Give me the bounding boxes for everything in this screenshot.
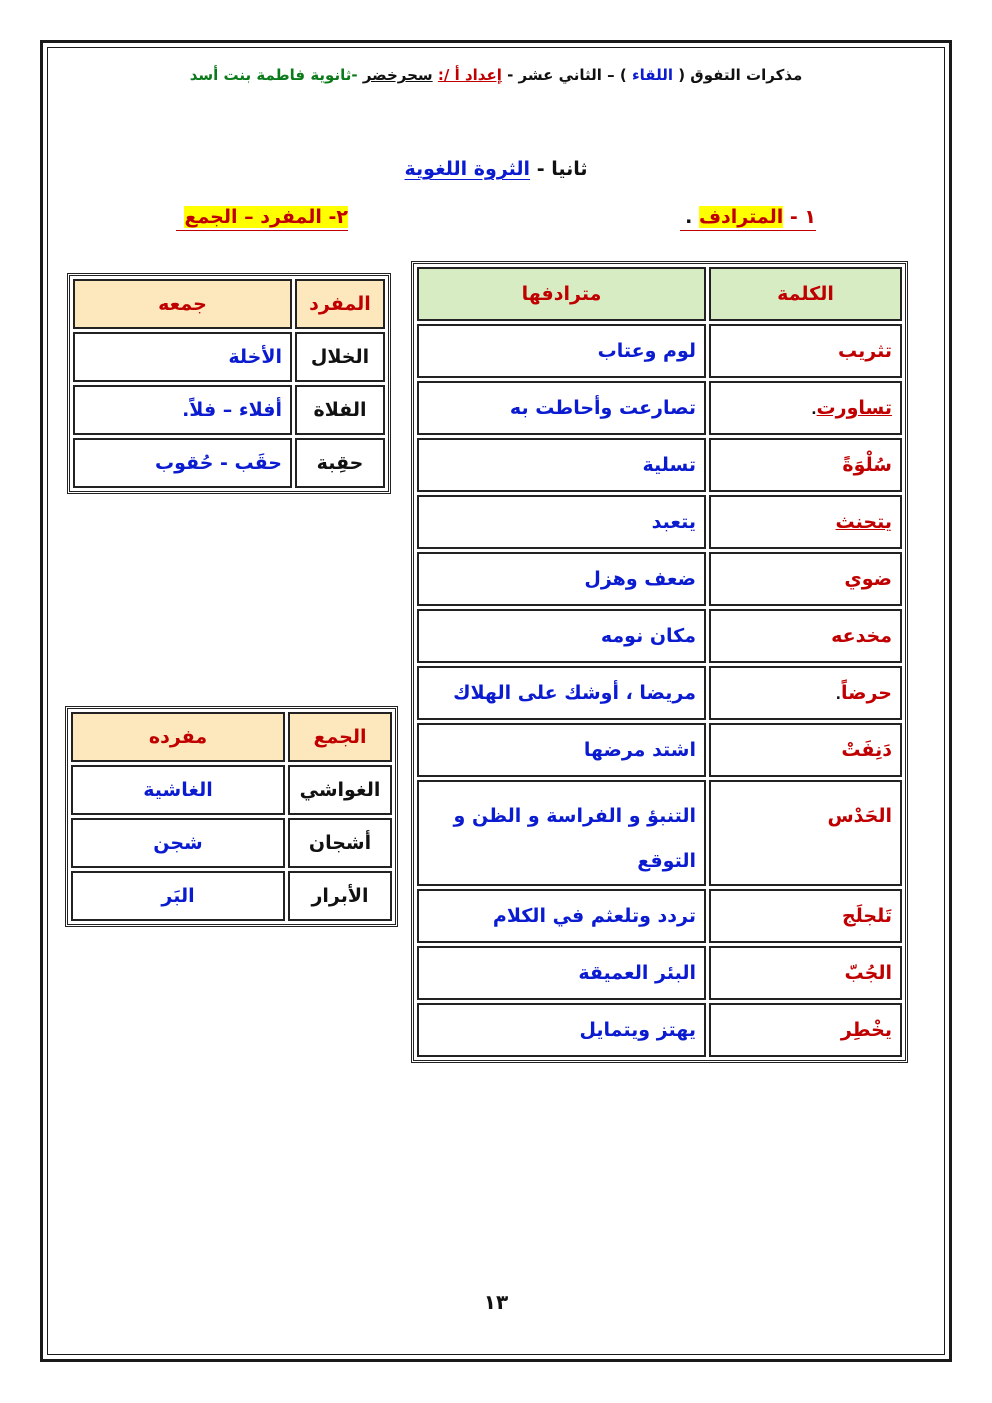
plural-cell: الأخلة xyxy=(73,332,292,382)
table-row xyxy=(417,381,902,435)
word-cell: الجُبّ xyxy=(709,946,902,1000)
header-part-1: مذكرات التفوق ( xyxy=(678,66,803,84)
plural-cell: الأبرار xyxy=(288,871,392,921)
subtitle-singular-plural-label: ٢- المفرد – الجمع xyxy=(184,206,348,228)
subtitle-singular-plural xyxy=(176,206,348,231)
page-number: ١٣ xyxy=(483,1290,509,1314)
word-cell xyxy=(709,666,902,720)
table-row xyxy=(417,324,902,378)
word-cell: دَنِفَتْ xyxy=(709,723,902,777)
word-text: يتحنث xyxy=(835,511,892,533)
word-cell xyxy=(709,495,902,549)
plural-cell: حقَب - حُقوب xyxy=(73,438,292,488)
table-row xyxy=(417,609,902,663)
singular-cell: الخلال xyxy=(295,332,385,382)
subtitle-synonyms-number: ١ - xyxy=(789,206,816,228)
plural-cell: أفلاء – فلاً. xyxy=(73,385,292,435)
word-cell: ضوي xyxy=(709,552,902,606)
meaning-cell: البئر العميقة xyxy=(417,946,706,1000)
word-text: تساورت xyxy=(816,397,892,419)
singular-cell: البَر xyxy=(71,871,285,921)
meaning-cell: ضعف وهزل xyxy=(417,552,706,606)
plural-cell: أشجان xyxy=(288,818,392,868)
word-cell: يخْطِر xyxy=(709,1003,902,1057)
table-row xyxy=(73,438,385,488)
section-prefix: ثانيا - xyxy=(536,158,588,180)
singular-cell: حقِبة xyxy=(295,438,385,488)
plural-cell: الغواشي xyxy=(288,765,392,815)
header-plural: جمعه xyxy=(73,279,292,329)
table-row xyxy=(417,666,902,720)
table-header-row xyxy=(71,712,392,762)
subtitle-synonyms-dot: . xyxy=(685,206,693,228)
header-word: الكلمة xyxy=(709,267,902,321)
header-prepared-by: إعداد أ /: xyxy=(437,66,502,84)
word-mark: . xyxy=(811,402,817,418)
meaning-cell: تصارعت وأحاطت به xyxy=(417,381,706,435)
table-row xyxy=(417,552,902,606)
table-row xyxy=(417,1003,902,1057)
subtitle-synonyms xyxy=(680,206,816,231)
meaning-cell: اشتد مرضها xyxy=(417,723,706,777)
header-singular: المفرد xyxy=(295,279,385,329)
word-cell: الحَدْس xyxy=(709,780,902,886)
meaning-cell: التنبؤ و الفراسة و الظن و التوقع xyxy=(417,780,706,886)
meaning-cell: يهتز ويتمايل xyxy=(417,1003,706,1057)
page-header xyxy=(60,66,932,84)
header-lesson: اللقاء xyxy=(631,66,673,84)
meaning-cell: لوم وعتاب xyxy=(417,324,706,378)
meaning-cell: مريضا ، أوشك على الهلاك xyxy=(417,666,706,720)
header-school: -ثانوية فاطمة بنت أسد xyxy=(189,66,358,84)
meaning-cell: يتعبد xyxy=(417,495,706,549)
singular-table xyxy=(67,273,391,494)
word-cell: تَلجلَج xyxy=(709,889,902,943)
synonyms-table xyxy=(411,261,908,1063)
singular-cell: شجن xyxy=(71,818,285,868)
header-singular: مفرده xyxy=(71,712,285,762)
subtitle-synonyms-label: المترادف xyxy=(698,206,784,228)
header-part-3: ) – الثاني عشر - xyxy=(507,66,627,84)
table-row xyxy=(73,332,385,382)
table-header-row xyxy=(73,279,385,329)
table-row xyxy=(71,765,392,815)
word-cell: مخدعه xyxy=(709,609,902,663)
section-title xyxy=(0,158,992,180)
word-cell: سُلْوَةً xyxy=(709,438,902,492)
table-header-row xyxy=(417,267,902,321)
meaning-cell: تسلية xyxy=(417,438,706,492)
table-row xyxy=(417,438,902,492)
word-cell xyxy=(709,381,902,435)
singular-cell: الفلاة xyxy=(295,385,385,435)
table-row xyxy=(417,780,902,886)
singular-cell: الغاشية xyxy=(71,765,285,815)
word-mark: . xyxy=(835,687,841,703)
plural-table xyxy=(65,706,398,927)
table-row xyxy=(417,889,902,943)
word-cell: تثريب xyxy=(709,324,902,378)
section-heading: الثروة اللغوية xyxy=(404,158,531,180)
table-row xyxy=(73,385,385,435)
header-meaning: مترادفها xyxy=(417,267,706,321)
table-row xyxy=(417,946,902,1000)
header-author: سحرخضر xyxy=(362,66,433,84)
meaning-cell: مكان نومه xyxy=(417,609,706,663)
header-plural: الجمع xyxy=(288,712,392,762)
table-row xyxy=(417,495,902,549)
table-row xyxy=(71,871,392,921)
table-row xyxy=(417,723,902,777)
word-text: حرضاً xyxy=(840,682,892,704)
meaning-cell: تردد وتلعثم في الكلام xyxy=(417,889,706,943)
table-row xyxy=(71,818,392,868)
